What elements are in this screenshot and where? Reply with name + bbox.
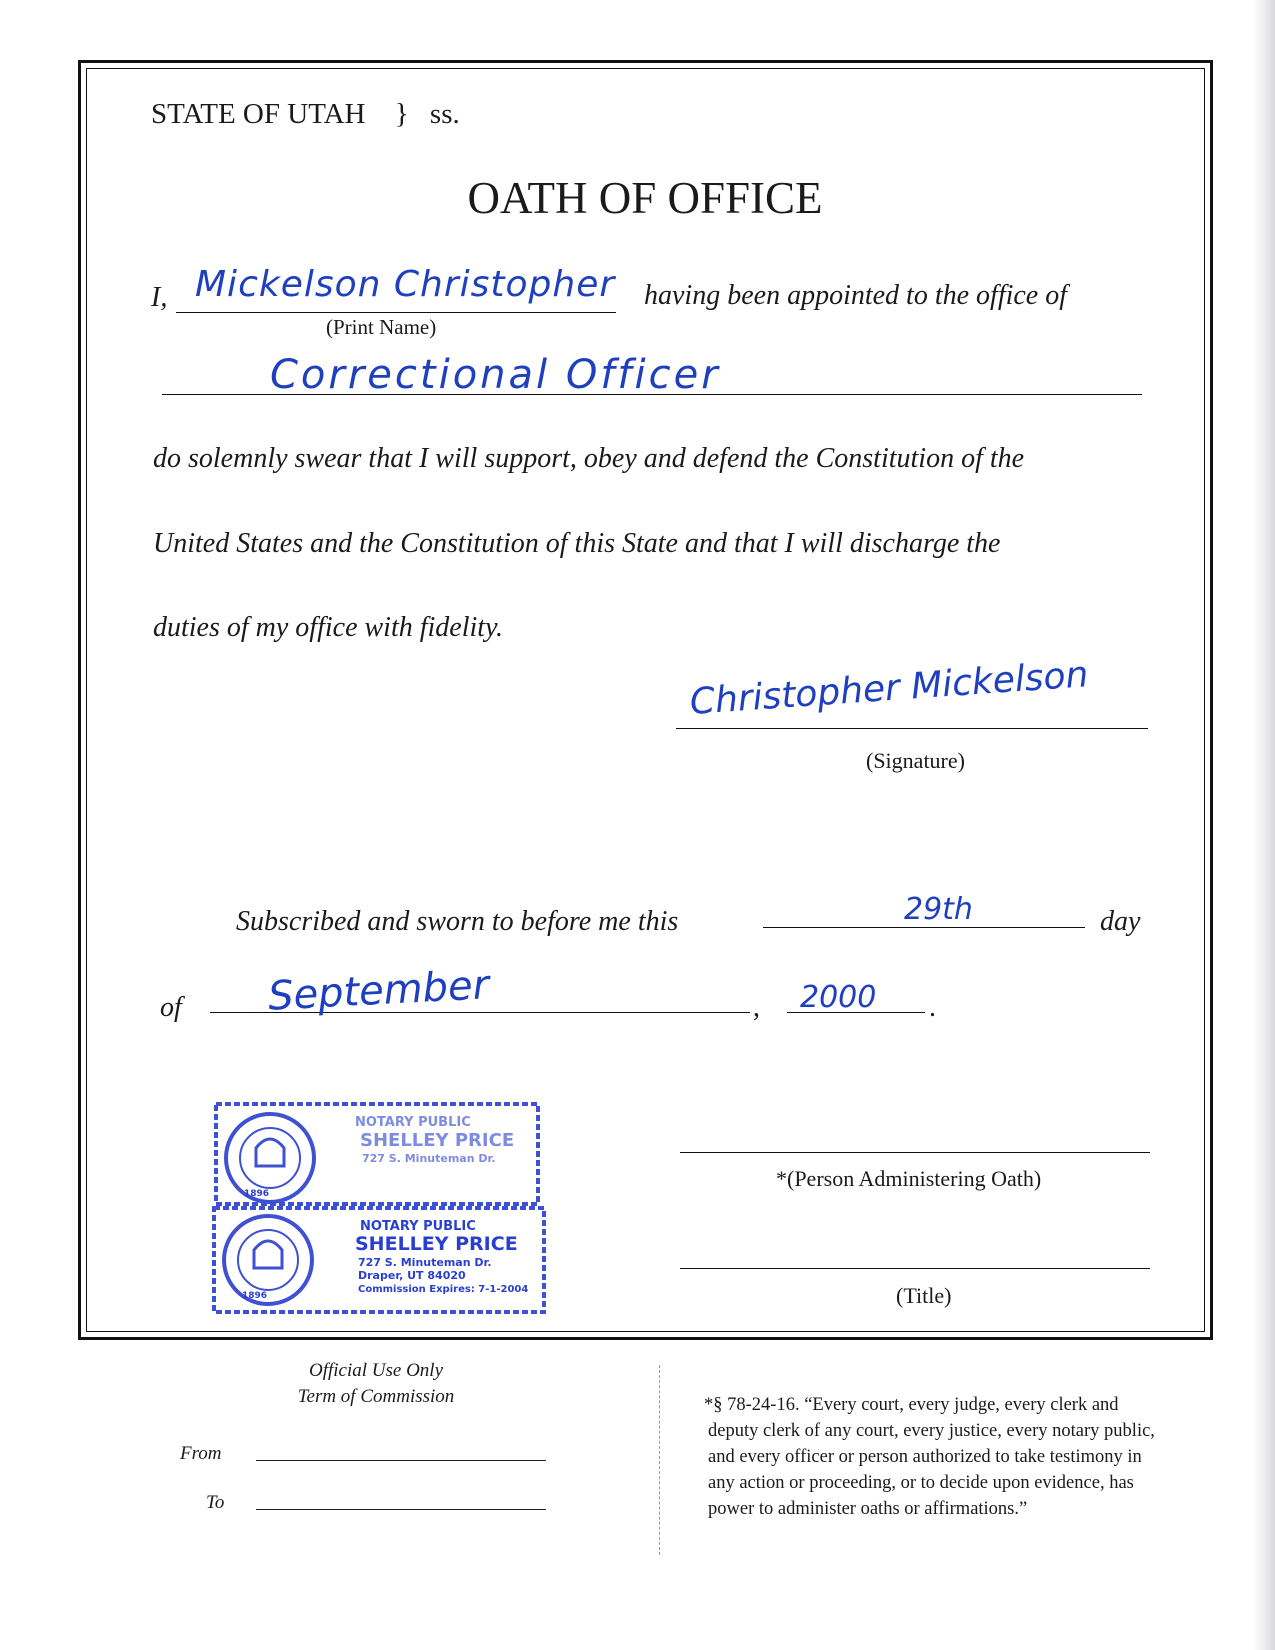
svg-text:Draper, UT 84020: Draper, UT 84020 [358,1269,466,1282]
term-label: Term of Commission [297,1386,455,1407]
svg-text:727 S. Minuteman Dr.: 727 S. Minuteman Dr. [358,1256,492,1269]
oath-prefix: I, [151,282,168,313]
oath-line-2: United States and the Constitution of this State and that I will discharge the [153,528,1001,559]
print-name-line [176,312,616,313]
print-name-value: Mickelson Christopher [195,264,616,305]
from-label: From [180,1443,222,1464]
to-label: To [206,1492,225,1513]
svg-text:727 S. Minuteman Dr.: 727 S. Minuteman Dr. [362,1152,496,1165]
svg-text:Commission Expires: 7-1-2004: Commission Expires: 7-1-2004 [358,1284,529,1295]
document-title: OATH OF OFFICE [467,173,823,223]
sworn-text: Subscribed and sworn to before me this [236,906,679,937]
oath-line-1: do solemnly swear that I will support, obey and defend the Constitution of the [153,443,1025,474]
day-value: 29th [904,892,973,927]
ss-label: ss. [429,98,460,130]
appointed-text: having been appointed to the office of [644,280,1068,311]
month-comma: , [753,992,760,1023]
signature-caption: (Signature) [866,748,965,773]
administrator-caption: *(Person Administering Oath) [776,1166,1042,1191]
statute-line-3: and every officer or person authorized to take testimony in [708,1447,1142,1467]
oath-line-3: duties of my office with fidelity. [153,612,503,643]
svg-text:SHELLEY PRICE: SHELLEY PRICE [360,1130,515,1151]
to-line [256,1509,546,1510]
day-word: day [1100,906,1141,937]
svg-text:NOTARY PUBLIC: NOTARY PUBLIC [360,1219,476,1234]
title-caption: (Title) [896,1283,952,1308]
official-use-label: Official Use Only [308,1360,444,1381]
year-value: 2000 [800,980,877,1015]
svg-text:NOTARY PUBLIC: NOTARY PUBLIC [355,1115,471,1130]
footer-divider [659,1365,660,1555]
title-line [680,1268,1150,1269]
state-heading [151,98,460,131]
from-line [256,1460,546,1461]
state-label: STATE OF UTAH [151,98,366,130]
signature-line [676,728,1148,729]
month-value: September [266,962,491,1020]
statute-line-5: power to administer oaths or affirmations.” [708,1499,1028,1519]
signature-value: Christopher Mickelson [688,654,1090,723]
notary-stamp [210,1098,550,1318]
year-period: . [929,992,936,1023]
statute-line-1: *§ 78-24-16. “Every court, every judge, every clerk and [704,1395,1119,1415]
svg-text:SHELLEY PRICE: SHELLEY PRICE [355,1233,518,1255]
brace: } [394,98,409,130]
print-name-caption: (Print Name) [326,315,437,339]
administrator-line [680,1152,1150,1153]
svg-text:1896: 1896 [242,1291,268,1301]
page-edge-shadow [1253,0,1275,1650]
office-value: Correctional Officer [270,352,721,398]
svg-text:1896: 1896 [244,1189,270,1199]
statute-line-2: deputy clerk of any court, every justice, every notary public, [708,1421,1155,1441]
statute-line-4: any action or proceeding, or to decide upon evidence, has [708,1473,1134,1493]
day-line [763,927,1085,928]
of-word: of [160,992,182,1023]
